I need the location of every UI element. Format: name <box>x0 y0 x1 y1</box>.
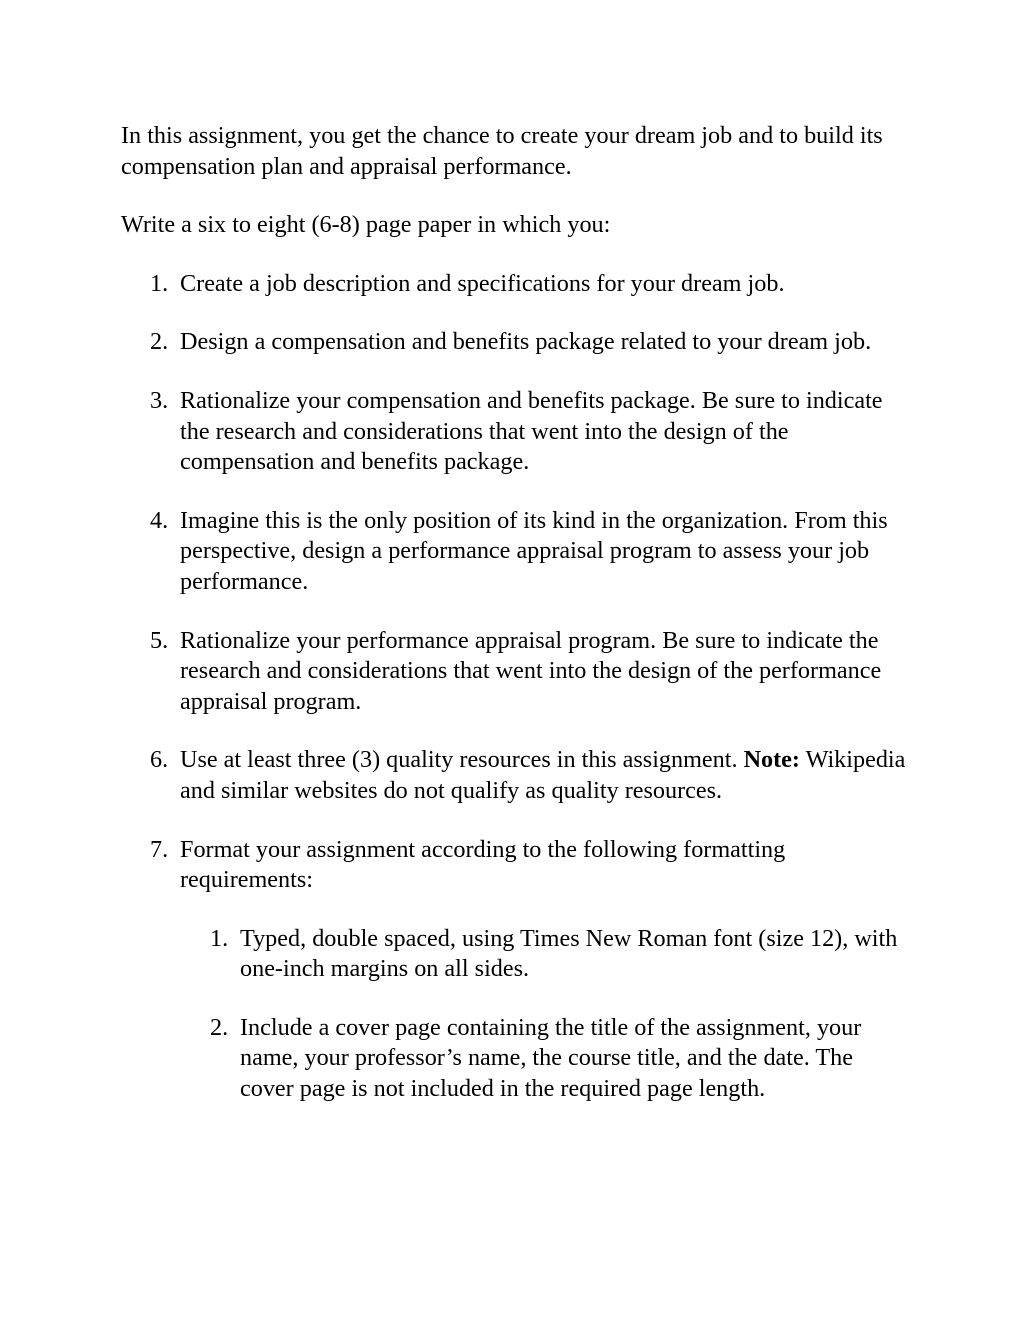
sublist-item <box>181 924 911 985</box>
list-item-number: 5. <box>150 626 169 654</box>
list-item <box>121 386 911 478</box>
sublist-item-number: 1. <box>210 924 229 952</box>
note-label: Note: <box>743 746 800 774</box>
list-item-number: 7. <box>150 835 169 863</box>
list-item <box>121 745 911 806</box>
sublist-item-text: Include a cover page containing the title of the assignment, your name, your professor’s name, the course title, and the date. The cover page is not included in the required page length. <box>240 1013 862 1103</box>
list-item-text: Imagine this is the only position of its kind in the organization. From this perspective, design a performance appraisal program to assess your job performance. <box>180 506 888 595</box>
list-item <box>121 506 911 598</box>
document-page <box>121 121 911 1133</box>
list-item-number: 4. <box>150 506 169 534</box>
resources-text: Use at least three (3) quality resources in this assignment. <box>180 746 738 774</box>
list-item-text: Create a job description and specifications for your dream job. <box>180 269 785 297</box>
note-text: Wikipedia and similar websites do not qualify as quality resources. <box>180 746 906 804</box>
list-item <box>121 269 911 300</box>
instructions-lead: Write a six to eight (6-8) page paper in which you: <box>121 211 611 239</box>
sublist-item-text: Typed, double spaced, using Times New Roman font (size 12), with one-inch margins on all sides. <box>240 924 898 983</box>
list-item-text: Design a compensation and benefits package related to your dream job. <box>180 328 872 356</box>
formatting-sublist <box>181 924 911 1105</box>
list-item <box>121 626 911 718</box>
list-item-number: 6. <box>150 746 169 774</box>
requirements-list <box>121 269 911 1105</box>
list-item-text: Format your assignment according to the following formatting requirements: <box>180 835 786 894</box>
list-item <box>121 327 911 358</box>
list-item-text <box>180 746 905 804</box>
intro-paragraph: In this assignment, you get the chance to create your dream job and to build its compensation plan and appraisal performance. <box>121 122 883 180</box>
list-item-text: Rationalize your performance appraisal program. Be sure to indicate the research and considerations that went into the design of the performance appraisal program. <box>180 626 882 715</box>
list-item-number: 3. <box>150 386 169 414</box>
sublist-item-number: 2. <box>210 1013 229 1041</box>
list-item <box>121 835 911 1105</box>
list-item-number: 1. <box>150 269 169 297</box>
list-item-number: 2. <box>150 328 169 356</box>
sublist-item <box>181 1013 911 1105</box>
list-item-text: Rationalize your compensation and benefits package. Be sure to indicate the research and considerations that went into the design of the compensation and benefits package. <box>180 386 883 476</box>
